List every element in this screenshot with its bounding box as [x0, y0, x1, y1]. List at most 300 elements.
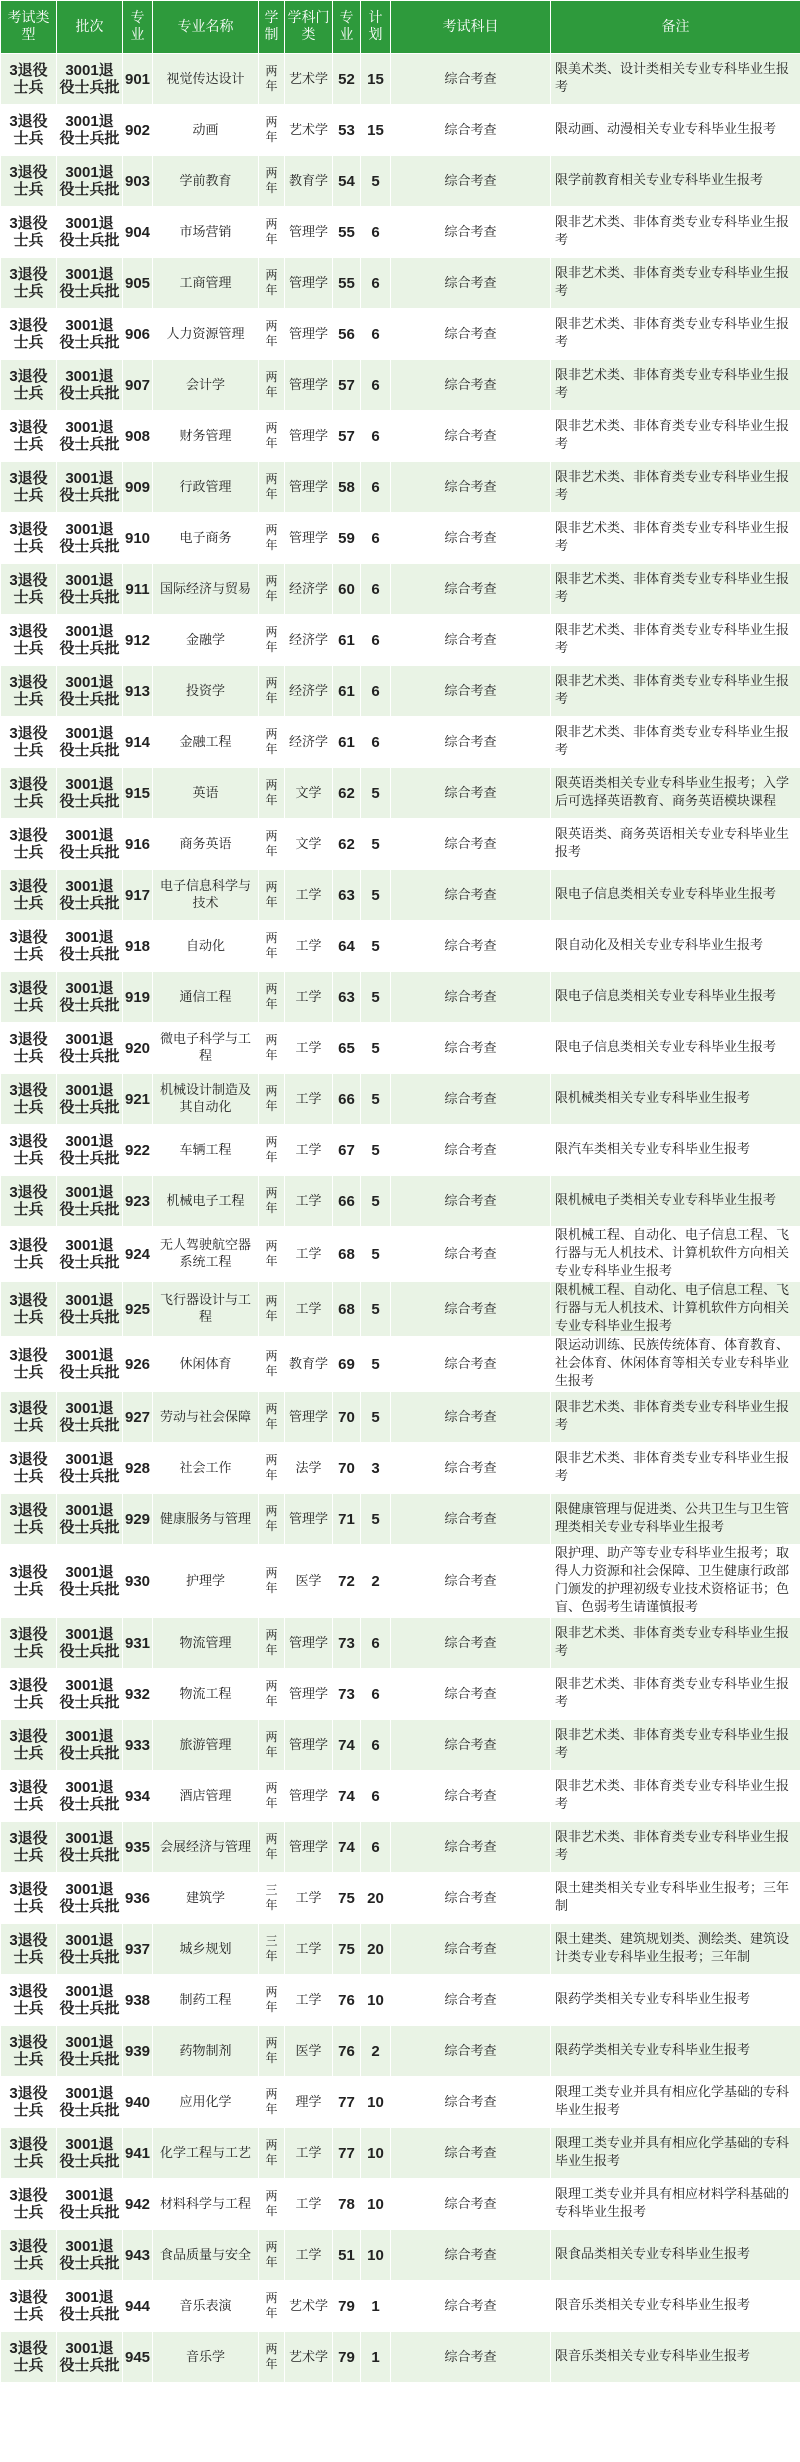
- cell-exam-subject: 综合考查: [391, 1337, 551, 1392]
- table-row: [1, 309, 800, 360]
- cell-exam-type: 3退役士兵: [1, 1873, 57, 1924]
- cell-plan: 5: [361, 1494, 391, 1545]
- cell-exam-type: 3退役士兵: [1, 309, 57, 360]
- cell-remarks: 限非艺术类、非体育类专业专科毕业生报考: [551, 462, 800, 513]
- cell-major-code: 935: [123, 1822, 153, 1873]
- cell-exam-type: 3退役士兵: [1, 54, 57, 105]
- cell-duration: 两年: [259, 1618, 285, 1669]
- cell-major-code: 912: [123, 615, 153, 666]
- cell-batch: 3001退役士兵批: [57, 1975, 123, 2026]
- cell-major-name: 物流工程: [153, 1669, 259, 1720]
- cell-batch: 3001退役士兵批: [57, 258, 123, 309]
- table-row: [1, 2230, 800, 2281]
- cell-remarks: 限非艺术类、非体育类专业专科毕业生报考: [551, 207, 800, 258]
- table-row: [1, 411, 800, 462]
- cell-duration: 两年: [259, 258, 285, 309]
- cell-exam-type: 3退役士兵: [1, 2128, 57, 2179]
- cell-major-name: 制药工程: [153, 1975, 259, 2026]
- cell-exam-type: 3退役士兵: [1, 1337, 57, 1392]
- cell-major-group: 61: [333, 717, 361, 768]
- cell-exam-type: 3退役士兵: [1, 1074, 57, 1125]
- cell-discipline: 文学: [285, 768, 333, 819]
- cell-exam-type: 3退役士兵: [1, 615, 57, 666]
- table-row: [1, 768, 800, 819]
- table-row: [1, 1545, 800, 1618]
- cell-discipline: 管理学: [285, 1669, 333, 1720]
- cell-remarks: 限机械工程、自动化、电子信息工程、飞行器与无人机技术、计算机软件方向相关专业专科毕业生报考: [551, 1282, 800, 1337]
- cell-batch: 3001退役士兵批: [57, 513, 123, 564]
- cell-major-code: 940: [123, 2077, 153, 2128]
- cell-duration: 两年: [259, 2128, 285, 2179]
- table-row: [1, 2332, 800, 2383]
- cell-major-group: 67: [333, 1125, 361, 1176]
- cell-remarks: 限英语类相关专业专科毕业生报考；入学后可选择英语教育、商务英语模块课程: [551, 768, 800, 819]
- cell-plan: 1: [361, 2332, 391, 2383]
- cell-major-code: 930: [123, 1545, 153, 1618]
- cell-exam-subject: 综合考查: [391, 1227, 551, 1282]
- table-row: [1, 513, 800, 564]
- cell-major-name: 旅游管理: [153, 1720, 259, 1771]
- cell-major-name: 无人驾驶航空器系统工程: [153, 1227, 259, 1282]
- table-row: [1, 1227, 800, 1282]
- cell-remarks: 限电子信息类相关专业专科毕业生报考: [551, 1023, 800, 1074]
- cell-exam-subject: 综合考查: [391, 1975, 551, 2026]
- cell-duration: 两年: [259, 1720, 285, 1771]
- cell-exam-subject: 综合考查: [391, 1545, 551, 1618]
- cell-discipline: 管理学: [285, 462, 333, 513]
- cell-major-name: 食品质量与安全: [153, 2230, 259, 2281]
- cell-major-group: 55: [333, 258, 361, 309]
- cell-duration: 两年: [259, 564, 285, 615]
- cell-exam-subject: 综合考查: [391, 768, 551, 819]
- cell-exam-type: 3退役士兵: [1, 768, 57, 819]
- header-discipline: 学科门类: [285, 1, 333, 54]
- cell-exam-subject: 综合考查: [391, 1023, 551, 1074]
- cell-exam-subject: 综合考查: [391, 2077, 551, 2128]
- cell-exam-subject: 综合考查: [391, 1176, 551, 1227]
- cell-batch: 3001退役士兵批: [57, 1443, 123, 1494]
- cell-batch: 3001退役士兵批: [57, 105, 123, 156]
- table-row: [1, 1924, 800, 1975]
- cell-major-group: 62: [333, 819, 361, 870]
- cell-duration: 两年: [259, 2281, 285, 2332]
- cell-plan: 10: [361, 2077, 391, 2128]
- cell-plan: 5: [361, 1227, 391, 1282]
- cell-major-code: 913: [123, 666, 153, 717]
- cell-batch: 3001退役士兵批: [57, 615, 123, 666]
- cell-discipline: 工学: [285, 2128, 333, 2179]
- cell-major-code: 904: [123, 207, 153, 258]
- cell-major-name: 药物制剂: [153, 2026, 259, 2077]
- header-exam-subject: 考试科目: [391, 1, 551, 54]
- cell-exam-type: 3退役士兵: [1, 819, 57, 870]
- cell-major-group: 66: [333, 1074, 361, 1125]
- cell-major-code: 937: [123, 1924, 153, 1975]
- cell-major-group: 70: [333, 1443, 361, 1494]
- cell-exam-subject: 综合考查: [391, 1924, 551, 1975]
- cell-batch: 3001退役士兵批: [57, 2332, 123, 2383]
- table-row: [1, 1873, 800, 1924]
- cell-major-group: 74: [333, 1771, 361, 1822]
- cell-discipline: 工学: [285, 2230, 333, 2281]
- header-major-code: 专业: [123, 1, 153, 54]
- cell-major-name: 行政管理: [153, 462, 259, 513]
- cell-discipline: 工学: [285, 1873, 333, 1924]
- cell-plan: 6: [361, 360, 391, 411]
- cell-plan: 1: [361, 2281, 391, 2332]
- cell-discipline: 医学: [285, 1545, 333, 1618]
- cell-exam-subject: 综合考查: [391, 156, 551, 207]
- cell-batch: 3001退役士兵批: [57, 2077, 123, 2128]
- cell-batch: 3001退役士兵批: [57, 1282, 123, 1337]
- cell-batch: 3001退役士兵批: [57, 1545, 123, 1618]
- cell-major-group: 74: [333, 1720, 361, 1771]
- cell-discipline: 工学: [285, 1282, 333, 1337]
- cell-batch: 3001退役士兵批: [57, 2026, 123, 2077]
- cell-major-name: 会展经济与管理: [153, 1822, 259, 1873]
- cell-exam-type: 3退役士兵: [1, 1545, 57, 1618]
- cell-exam-subject: 综合考查: [391, 1125, 551, 1176]
- cell-major-code: 938: [123, 1975, 153, 2026]
- cell-discipline: 工学: [285, 1227, 333, 1282]
- cell-batch: 3001退役士兵批: [57, 462, 123, 513]
- cell-exam-type: 3退役士兵: [1, 1771, 57, 1822]
- cell-discipline: 理学: [285, 2077, 333, 2128]
- cell-plan: 15: [361, 54, 391, 105]
- cell-major-code: 927: [123, 1392, 153, 1443]
- cell-plan: 6: [361, 1618, 391, 1669]
- cell-discipline: 艺术学: [285, 54, 333, 105]
- cell-major-name: 飞行器设计与工程: [153, 1282, 259, 1337]
- cell-exam-subject: 综合考查: [391, 2332, 551, 2383]
- cell-duration: 两年: [259, 2026, 285, 2077]
- cell-major-name: 护理学: [153, 1545, 259, 1618]
- table-row: [1, 972, 800, 1023]
- cell-discipline: 艺术学: [285, 2281, 333, 2332]
- cell-duration: 两年: [259, 1227, 285, 1282]
- cell-discipline: 文学: [285, 819, 333, 870]
- cell-exam-subject: 综合考查: [391, 819, 551, 870]
- cell-batch: 3001退役士兵批: [57, 1924, 123, 1975]
- cell-major-name: 动画: [153, 105, 259, 156]
- cell-exam-subject: 综合考查: [391, 717, 551, 768]
- cell-discipline: 管理学: [285, 1771, 333, 1822]
- header-major-name: 专业名称: [153, 1, 259, 54]
- table-row: [1, 1282, 800, 1337]
- cell-major-name: 微电子科学与工程: [153, 1023, 259, 1074]
- cell-exam-type: 3退役士兵: [1, 2332, 57, 2383]
- cell-exam-type: 3退役士兵: [1, 921, 57, 972]
- cell-duration: 三年: [259, 1873, 285, 1924]
- header-row: [1, 1, 800, 54]
- cell-plan: 6: [361, 1720, 391, 1771]
- cell-batch: 3001退役士兵批: [57, 1873, 123, 1924]
- cell-exam-subject: 综合考查: [391, 1494, 551, 1545]
- cell-batch: 3001退役士兵批: [57, 207, 123, 258]
- cell-exam-type: 3退役士兵: [1, 1227, 57, 1282]
- cell-batch: 3001退役士兵批: [57, 921, 123, 972]
- cell-major-code: 942: [123, 2179, 153, 2230]
- cell-major-name: 酒店管理: [153, 1771, 259, 1822]
- cell-major-group: 72: [333, 1545, 361, 1618]
- cell-exam-type: 3退役士兵: [1, 513, 57, 564]
- cell-discipline: 工学: [285, 1176, 333, 1227]
- table-row: [1, 870, 800, 921]
- table-row: [1, 1618, 800, 1669]
- table-row: [1, 2128, 800, 2179]
- cell-plan: 5: [361, 1125, 391, 1176]
- cell-exam-subject: 综合考查: [391, 513, 551, 564]
- cell-exam-subject: 综合考查: [391, 2026, 551, 2077]
- cell-major-name: 机械电子工程: [153, 1176, 259, 1227]
- cell-major-name: 财务管理: [153, 411, 259, 462]
- cell-major-group: 78: [333, 2179, 361, 2230]
- cell-major-name: 投资学: [153, 666, 259, 717]
- cell-batch: 3001退役士兵批: [57, 1125, 123, 1176]
- cell-major-code: 944: [123, 2281, 153, 2332]
- cell-plan: 6: [361, 1771, 391, 1822]
- table-row: [1, 615, 800, 666]
- cell-major-name: 劳动与社会保障: [153, 1392, 259, 1443]
- cell-remarks: 限非艺术类、非体育类专业专科毕业生报考: [551, 309, 800, 360]
- cell-exam-subject: 综合考查: [391, 870, 551, 921]
- cell-major-group: 76: [333, 2026, 361, 2077]
- cell-major-code: 910: [123, 513, 153, 564]
- cell-remarks: 限运动训练、民族传统体育、体育教育、社会体育、休闲体育等相关专业专科毕业生报考: [551, 1337, 800, 1392]
- cell-plan: 5: [361, 1176, 391, 1227]
- table-row: [1, 207, 800, 258]
- cell-batch: 3001退役士兵批: [57, 1822, 123, 1873]
- cell-major-group: 60: [333, 564, 361, 615]
- cell-remarks: 限护理、助产等专业专科毕业生报考；取得人力资源和社会保障、卫生健康行政部门颁发的护理初级专业技术资格证书；色盲、色弱考生请谨慎报考: [551, 1545, 800, 1618]
- cell-major-name: 金融工程: [153, 717, 259, 768]
- table-row: [1, 564, 800, 615]
- cell-batch: 3001退役士兵批: [57, 1176, 123, 1227]
- cell-duration: 两年: [259, 717, 285, 768]
- cell-exam-subject: 综合考查: [391, 1771, 551, 1822]
- cell-exam-type: 3退役士兵: [1, 717, 57, 768]
- table-row: [1, 666, 800, 717]
- cell-discipline: 管理学: [285, 1720, 333, 1771]
- cell-exam-subject: 综合考查: [391, 1618, 551, 1669]
- cell-plan: 5: [361, 1337, 391, 1392]
- table-row: [1, 1443, 800, 1494]
- cell-discipline: 管理学: [285, 1494, 333, 1545]
- cell-exam-subject: 综合考查: [391, 615, 551, 666]
- cell-plan: 6: [361, 1669, 391, 1720]
- cell-remarks: 限非艺术类、非体育类专业专科毕业生报考: [551, 666, 800, 717]
- cell-exam-subject: 综合考查: [391, 2230, 551, 2281]
- cell-plan: 15: [361, 105, 391, 156]
- cell-major-name: 通信工程: [153, 972, 259, 1023]
- cell-major-code: 934: [123, 1771, 153, 1822]
- cell-major-name: 车辆工程: [153, 1125, 259, 1176]
- cell-batch: 3001退役士兵批: [57, 1023, 123, 1074]
- cell-exam-type: 3退役士兵: [1, 1822, 57, 1873]
- cell-major-group: 63: [333, 870, 361, 921]
- cell-exam-subject: 综合考查: [391, 105, 551, 156]
- cell-plan: 5: [361, 1282, 391, 1337]
- cell-exam-type: 3退役士兵: [1, 105, 57, 156]
- cell-duration: 两年: [259, 54, 285, 105]
- cell-remarks: 限非艺术类、非体育类专业专科毕业生报考: [551, 513, 800, 564]
- cell-discipline: 经济学: [285, 615, 333, 666]
- cell-remarks: 限理工类专业并具有相应化学基础的专科毕业生报考: [551, 2077, 800, 2128]
- cell-remarks: 限电子信息类相关专业专科毕业生报考: [551, 870, 800, 921]
- cell-major-code: 941: [123, 2128, 153, 2179]
- cell-discipline: 教育学: [285, 1337, 333, 1392]
- cell-duration: 两年: [259, 1337, 285, 1392]
- cell-plan: 6: [361, 411, 391, 462]
- cell-remarks: 限音乐类相关专业专科毕业生报考: [551, 2281, 800, 2332]
- cell-duration: 两年: [259, 2179, 285, 2230]
- cell-exam-subject: 综合考查: [391, 1392, 551, 1443]
- table-row: [1, 1337, 800, 1392]
- header-remarks: 备注: [551, 1, 800, 54]
- cell-batch: 3001退役士兵批: [57, 54, 123, 105]
- cell-exam-subject: 综合考查: [391, 2128, 551, 2179]
- cell-duration: 两年: [259, 1392, 285, 1443]
- cell-exam-subject: 综合考查: [391, 462, 551, 513]
- cell-discipline: 管理学: [285, 1822, 333, 1873]
- cell-exam-subject: 综合考查: [391, 360, 551, 411]
- cell-exam-type: 3退役士兵: [1, 666, 57, 717]
- cell-plan: 6: [361, 717, 391, 768]
- table-row: [1, 921, 800, 972]
- cell-discipline: 管理学: [285, 411, 333, 462]
- cell-exam-subject: 综合考查: [391, 54, 551, 105]
- cell-remarks: 限非艺术类、非体育类专业专科毕业生报考: [551, 1822, 800, 1873]
- cell-major-code: 924: [123, 1227, 153, 1282]
- cell-major-group: 62: [333, 768, 361, 819]
- cell-discipline: 管理学: [285, 1618, 333, 1669]
- header-duration: 学制: [259, 1, 285, 54]
- cell-major-name: 应用化学: [153, 2077, 259, 2128]
- cell-duration: 两年: [259, 1494, 285, 1545]
- cell-duration: 两年: [259, 2230, 285, 2281]
- cell-plan: 10: [361, 2230, 391, 2281]
- cell-remarks: 限机械类相关专业专科毕业生报考: [551, 1074, 800, 1125]
- cell-batch: 3001退役士兵批: [57, 1337, 123, 1392]
- cell-major-group: 56: [333, 309, 361, 360]
- cell-plan: 20: [361, 1924, 391, 1975]
- cell-exam-subject: 综合考查: [391, 1822, 551, 1873]
- cell-discipline: 管理学: [285, 513, 333, 564]
- cell-duration: 两年: [259, 1545, 285, 1618]
- cell-duration: 三年: [259, 1924, 285, 1975]
- cell-exam-subject: 综合考查: [391, 1282, 551, 1337]
- cell-exam-type: 3退役士兵: [1, 972, 57, 1023]
- cell-duration: 两年: [259, 309, 285, 360]
- cell-exam-type: 3退役士兵: [1, 1975, 57, 2026]
- cell-duration: 两年: [259, 666, 285, 717]
- cell-exam-subject: 综合考查: [391, 666, 551, 717]
- cell-remarks: 限学前教育相关专业专科毕业生报考: [551, 156, 800, 207]
- table-row: [1, 1494, 800, 1545]
- cell-major-code: 903: [123, 156, 153, 207]
- cell-remarks: 限理工类专业并具有相应化学基础的专科毕业生报考: [551, 2128, 800, 2179]
- cell-major-group: 65: [333, 1023, 361, 1074]
- cell-major-group: 68: [333, 1227, 361, 1282]
- cell-plan: 6: [361, 1822, 391, 1873]
- table-row: [1, 1392, 800, 1443]
- cell-discipline: 工学: [285, 1074, 333, 1125]
- cell-major-name: 学前教育: [153, 156, 259, 207]
- cell-exam-type: 3退役士兵: [1, 1023, 57, 1074]
- cell-duration: 两年: [259, 819, 285, 870]
- cell-plan: 5: [361, 921, 391, 972]
- cell-major-code: 908: [123, 411, 153, 462]
- cell-major-code: 923: [123, 1176, 153, 1227]
- cell-exam-subject: 综合考查: [391, 207, 551, 258]
- cell-batch: 3001退役士兵批: [57, 2128, 123, 2179]
- cell-discipline: 教育学: [285, 156, 333, 207]
- cell-discipline: 工学: [285, 1125, 333, 1176]
- cell-major-group: 52: [333, 54, 361, 105]
- cell-major-group: 71: [333, 1494, 361, 1545]
- cell-major-group: 79: [333, 2281, 361, 2332]
- cell-duration: 两年: [259, 105, 285, 156]
- cell-exam-type: 3退役士兵: [1, 1669, 57, 1720]
- cell-exam-type: 3退役士兵: [1, 1125, 57, 1176]
- cell-major-group: 59: [333, 513, 361, 564]
- cell-major-code: 916: [123, 819, 153, 870]
- cell-discipline: 艺术学: [285, 105, 333, 156]
- cell-batch: 3001退役士兵批: [57, 156, 123, 207]
- cell-duration: 两年: [259, 1176, 285, 1227]
- cell-remarks: 限药学类相关专业专科毕业生报考: [551, 2026, 800, 2077]
- cell-major-code: 914: [123, 717, 153, 768]
- cell-major-group: 77: [333, 2077, 361, 2128]
- cell-major-code: 928: [123, 1443, 153, 1494]
- cell-remarks: 限非艺术类、非体育类专业专科毕业生报考: [551, 1443, 800, 1494]
- cell-major-group: 75: [333, 1924, 361, 1975]
- cell-exam-subject: 综合考查: [391, 1720, 551, 1771]
- cell-batch: 3001退役士兵批: [57, 666, 123, 717]
- cell-batch: 3001退役士兵批: [57, 1074, 123, 1125]
- cell-duration: 两年: [259, 921, 285, 972]
- cell-batch: 3001退役士兵批: [57, 1392, 123, 1443]
- cell-exam-subject: 综合考查: [391, 972, 551, 1023]
- cell-duration: 两年: [259, 513, 285, 564]
- cell-discipline: 法学: [285, 1443, 333, 1494]
- cell-discipline: 工学: [285, 921, 333, 972]
- table-row: [1, 1669, 800, 1720]
- cell-major-code: 906: [123, 309, 153, 360]
- cell-major-code: 922: [123, 1125, 153, 1176]
- cell-remarks: 限非艺术类、非体育类专业专科毕业生报考: [551, 1618, 800, 1669]
- cell-remarks: 限健康管理与促进类、公共卫生与卫生管理类相关专业专科毕业生报考: [551, 1494, 800, 1545]
- cell-major-group: 51: [333, 2230, 361, 2281]
- cell-batch: 3001退役士兵批: [57, 564, 123, 615]
- cell-major-group: 55: [333, 207, 361, 258]
- cell-discipline: 经济学: [285, 564, 333, 615]
- cell-major-name: 材料科学与工程: [153, 2179, 259, 2230]
- cell-major-name: 音乐学: [153, 2332, 259, 2383]
- cell-major-group: 54: [333, 156, 361, 207]
- cell-major-name: 市场营销: [153, 207, 259, 258]
- cell-batch: 3001退役士兵批: [57, 819, 123, 870]
- cell-exam-type: 3退役士兵: [1, 462, 57, 513]
- cell-major-group: 57: [333, 411, 361, 462]
- cell-duration: 两年: [259, 1074, 285, 1125]
- cell-remarks: 限药学类相关专业专科毕业生报考: [551, 1975, 800, 2026]
- cell-major-name: 视觉传达设计: [153, 54, 259, 105]
- cell-discipline: 工学: [285, 870, 333, 921]
- cell-exam-type: 3退役士兵: [1, 1392, 57, 1443]
- cell-duration: 两年: [259, 1975, 285, 2026]
- cell-duration: 两年: [259, 207, 285, 258]
